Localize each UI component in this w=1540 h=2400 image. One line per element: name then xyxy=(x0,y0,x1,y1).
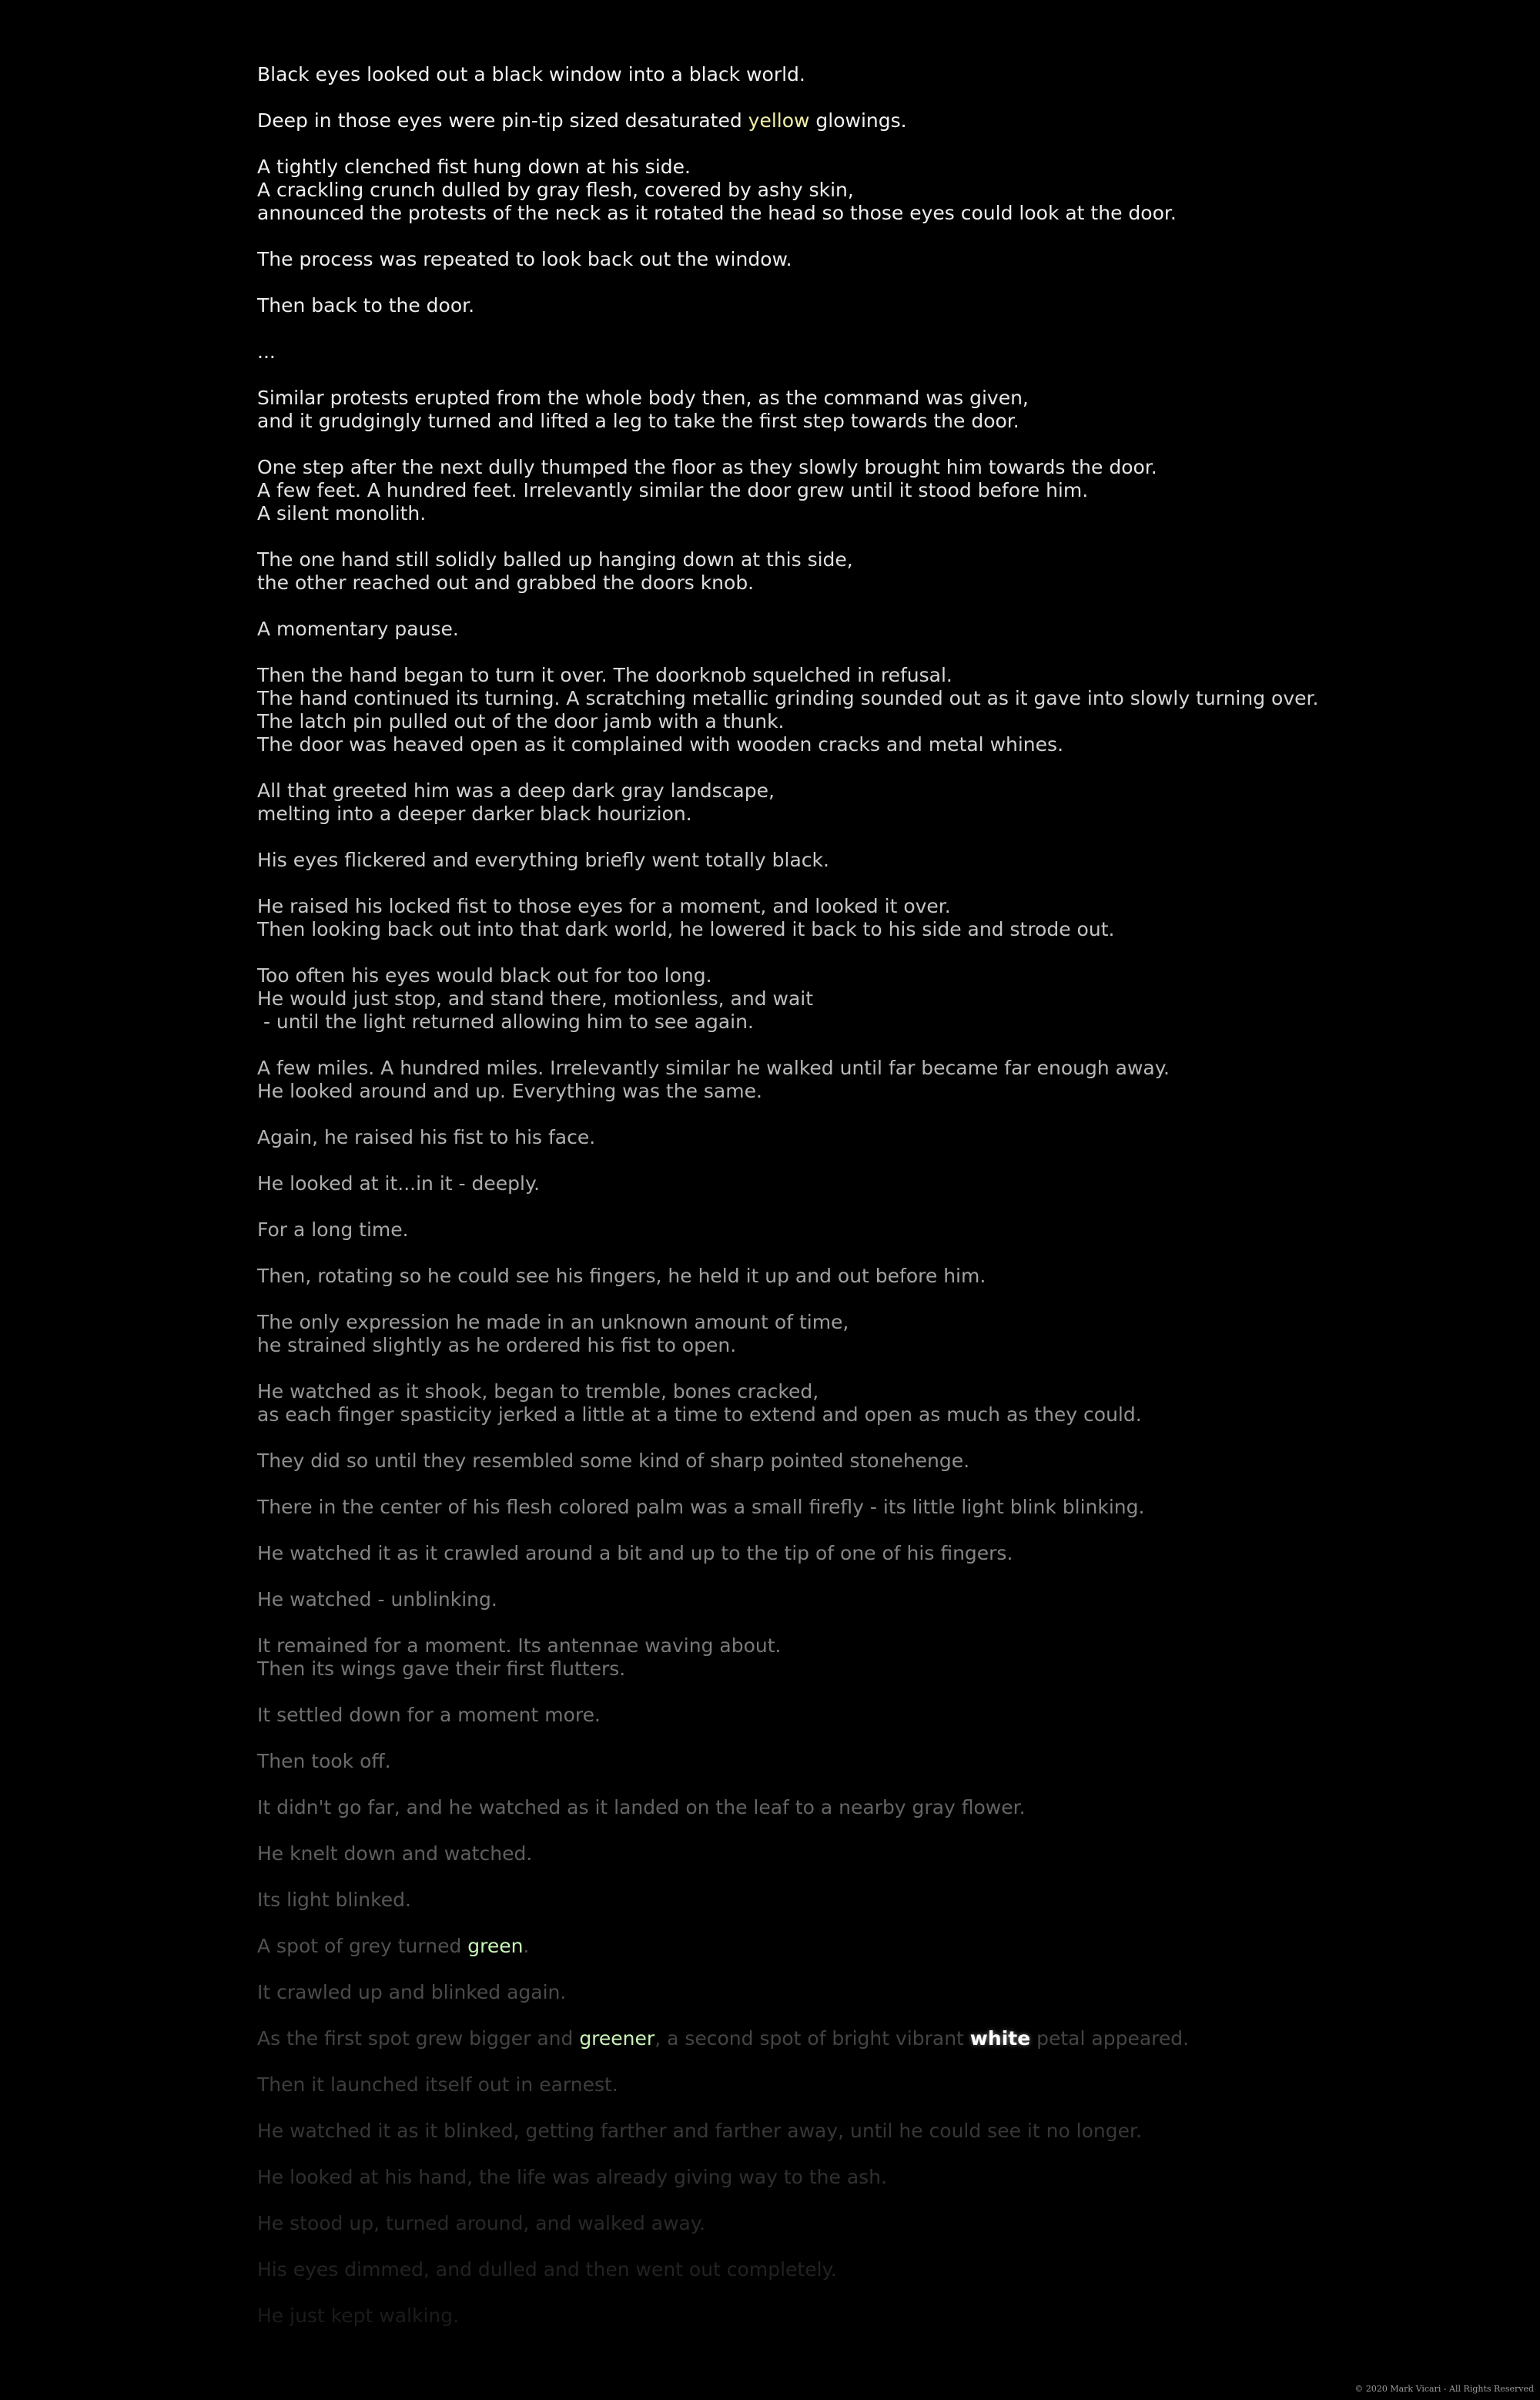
story-paragraph xyxy=(257,1057,1412,1103)
text-segment: . xyxy=(523,1935,530,1957)
story-line xyxy=(257,109,1412,132)
story-paragraph xyxy=(257,156,1412,225)
story-line: Then back to the door. xyxy=(257,294,475,317)
story-line: A crackling crunch dulled by gray flesh, covered by ashy skin, xyxy=(257,179,854,201)
story-line: The only expression he made in an unknown amount of time, xyxy=(257,1311,849,1333)
copyright-footer: © 2020 Mark Vicari - All Rights Reserved xyxy=(1354,2384,1534,2394)
story-paragraph xyxy=(257,456,1412,525)
story-paragraph xyxy=(257,779,1412,826)
story-line: He looked around and up. Everything was the same. xyxy=(257,1080,762,1102)
story-line xyxy=(257,1935,1412,1958)
story-paragraph xyxy=(257,849,1412,872)
story-line: He would just stop, and stand there, motionless, and wait xyxy=(257,987,814,1010)
story-paragraph xyxy=(257,1889,1412,1912)
story-line: They did so until they resembled some kind of sharp pointed stonehenge. xyxy=(257,1450,970,1472)
story-line: he strained slightly as he ordered his fist to open. xyxy=(257,1334,737,1356)
story-line: He raised his locked fist to those eyes for a moment, and looked it over. xyxy=(257,895,951,917)
story-paragraph xyxy=(257,2120,1412,2143)
story-paragraph xyxy=(257,1542,1412,1565)
story-line: Then, rotating so he could see his fingers, he held it up and out before him. xyxy=(257,1265,986,1287)
highlight-white: white xyxy=(969,2027,1031,2050)
story-line xyxy=(257,2027,1412,2050)
story-paragraph xyxy=(257,2027,1412,2050)
story-line: He looked at his hand, the life was already giving way to the ash. xyxy=(257,2166,887,2188)
story-paragraph xyxy=(257,1796,1412,1819)
story-paragraph xyxy=(257,294,1412,317)
story-paragraph xyxy=(257,2304,1412,2328)
story-paragraph xyxy=(257,1588,1412,1611)
story-line: the other reached out and grabbed the doors knob. xyxy=(257,572,755,594)
story-paragraph xyxy=(257,1842,1412,1865)
story-line: The hand continued its turning. A scratching metallic grinding sounded out as it gave into slowly turning over. xyxy=(257,687,1319,709)
story-line: It remained for a moment. Its antennae waving about. xyxy=(257,1634,782,1657)
text-segment: Deep in those eyes were pin-tip sized desaturated xyxy=(257,109,748,132)
story-line: A silent monolith. xyxy=(257,502,427,525)
story-paragraph xyxy=(257,1126,1412,1149)
highlight-green: greener xyxy=(579,2027,655,2050)
highlight-yellow: yellow xyxy=(748,109,810,132)
story-paragraph xyxy=(257,1380,1412,1426)
story-paragraph xyxy=(257,1750,1412,1773)
story-line: It settled down for a moment more. xyxy=(257,1704,601,1726)
story-paragraph xyxy=(257,1265,1412,1288)
story-line: He watched it as it crawled around a bit and up to the tip of one of his fingers. xyxy=(257,1542,1013,1564)
story-line: The one hand still solidly balled up hanging down at this side, xyxy=(257,548,853,571)
story-paragraph xyxy=(257,340,1412,364)
story-line: Then it launched itself out in earnest. xyxy=(257,2073,618,2096)
story-line: Too often his eyes would black out for too long. xyxy=(257,964,712,987)
story-line: He watched as it shook, began to tremble, bones cracked, xyxy=(257,1380,819,1403)
story-line: There in the center of his flesh colored palm was a small firefly - its little light blink blinking. xyxy=(257,1496,1145,1518)
story-paragraph xyxy=(257,548,1412,595)
story-paragraph xyxy=(257,1634,1412,1681)
story-line: One step after the next dully thumped the floor as they slowly brought him towards the door. xyxy=(257,456,1157,478)
story-line: For a long time. xyxy=(257,1218,409,1241)
story-paragraph xyxy=(257,248,1412,271)
story-paragraph xyxy=(257,2212,1412,2235)
story-line: It didn't go far, and he watched as it landed on the leaf to a nearby gray flower. xyxy=(257,1796,1026,1818)
story-paragraph xyxy=(257,1496,1412,1519)
story-line: He watched it as it blinked, getting farther and farther away, until he could see it no longer. xyxy=(257,2120,1142,2142)
text-segment: petal appeared. xyxy=(1030,2027,1190,2050)
text-segment: A spot of grey turned xyxy=(257,1935,468,1957)
story-line: A few miles. A hundred miles. Irrelevantly similar he walked until far became far enough away. xyxy=(257,1057,1170,1079)
story-line: A few feet. A hundred feet. Irrelevantly similar the door grew until it stood before him. xyxy=(257,479,1089,501)
story-paragraph xyxy=(257,109,1412,132)
story-paragraph xyxy=(257,664,1412,756)
story-paragraph xyxy=(257,1935,1412,1958)
story-paragraph xyxy=(257,1450,1412,1473)
text-segment: As the first spot grew bigger and xyxy=(257,2027,580,2050)
story-line: A tightly clenched fist hung down at his side. xyxy=(257,156,691,178)
story-paragraph xyxy=(257,1311,1412,1357)
story-line: His eyes dimmed, and dulled and then went out completely. xyxy=(257,2258,837,2281)
story-line: Then the hand began to turn it over. The doorknob squelched in refusal. xyxy=(257,664,952,686)
highlight-green: green xyxy=(467,1935,524,1957)
story-line: Again, he raised his fist to his face. xyxy=(257,1126,596,1148)
story-paragraph xyxy=(257,618,1412,641)
story-line: The process was repeated to look back out the window. xyxy=(257,248,792,270)
story-paragraph xyxy=(257,2166,1412,2189)
story-line: All that greeted him was a deep dark gray landscape, xyxy=(257,779,775,802)
story-line: He just kept walking. xyxy=(257,2304,460,2327)
story-line: He knelt down and watched. xyxy=(257,1842,533,1865)
story-line: ... xyxy=(257,340,276,363)
story-paragraph xyxy=(257,2258,1412,2281)
story-line: Its light blinked. xyxy=(257,1889,411,1911)
story-line: Black eyes looked out a black window into a black world. xyxy=(257,63,805,85)
story-line: The door was heaved open as it complained with wooden cracks and metal whines. xyxy=(257,733,1064,756)
story-line: The latch pin pulled out of the door jamb with a thunk. xyxy=(257,710,785,732)
text-segment: , a second spot of bright vibrant xyxy=(654,2027,970,2050)
story-line: He stood up, turned around, and walked away. xyxy=(257,2212,706,2234)
story-line: His eyes flickered and everything briefly went totally black. xyxy=(257,849,829,871)
story-line: He watched - unblinking. xyxy=(257,1588,497,1611)
story-line: Then looking back out into that dark world, he lowered it back to his side and strode out. xyxy=(257,918,1115,940)
story-line: Then took off. xyxy=(257,1750,391,1772)
story-line: announced the protests of the neck as it rotated the head so those eyes could look at the door. xyxy=(257,202,1177,224)
story-line: A momentary pause. xyxy=(257,618,459,640)
story-paragraph xyxy=(257,895,1412,941)
story-line: as each finger spasticity jerked a little at a time to extend and open as much as they could. xyxy=(257,1403,1142,1426)
story-line: Similar protests erupted from the whole body then, as the command was given, xyxy=(257,387,1029,409)
story-paragraph xyxy=(257,1218,1412,1242)
story-paragraph xyxy=(257,2073,1412,2097)
story-line: He looked at it...in it - deeply. xyxy=(257,1172,541,1195)
story-paragraph xyxy=(257,964,1412,1034)
story-line: - until the light returned allowing him to see again. xyxy=(257,1011,754,1033)
story-text xyxy=(257,63,1412,2351)
story-line: melting into a deeper darker black hourizion. xyxy=(257,803,692,825)
story-paragraph xyxy=(257,1172,1412,1195)
text-segment: glowings. xyxy=(809,109,907,132)
story-line: It crawled up and blinked again. xyxy=(257,1981,567,2003)
story-paragraph xyxy=(257,63,1412,86)
story-paragraph xyxy=(257,1704,1412,1727)
story-line: Then its wings gave their first flutters. xyxy=(257,1658,626,1680)
story-paragraph xyxy=(257,1981,1412,2004)
story-paragraph xyxy=(257,387,1412,433)
story-line: and it grudgingly turned and lifted a leg to take the first step towards the door. xyxy=(257,410,1019,432)
